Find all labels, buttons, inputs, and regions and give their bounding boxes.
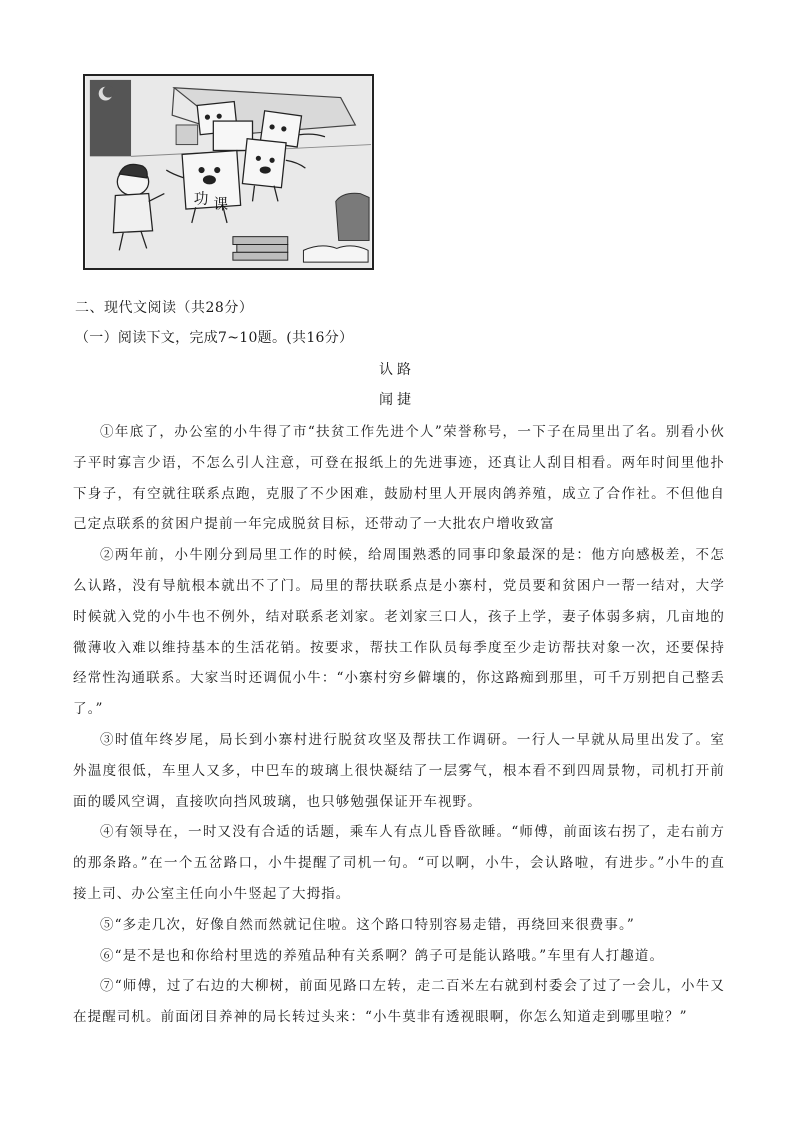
book-label-2: 课 <box>213 196 229 214</box>
paragraph: ⑥“是不是也和你给村里选的养殖品种有关系啊？鸽子可是能认路哦。”车里有人打趣道。 <box>100 947 665 964</box>
article-author: 闻捷 <box>379 392 415 408</box>
paragraph: ①年底了，办公室的小牛得了市“扶贫工作先进个人”荣誉称号，一下子在局里出了名。别看小伙子平时寡言少语，不怎么引人注意，可登在报纸上的先进事迹，还真让人刮目相看。两年时间里他扑下身子，有空就往联系点跑，克服了不少困难，鼓励村里人开展肉鸽养殖，成立了合作社。不但他自己定点联系的贫困户提前一年完成脱贫目标，还带动了一大批农户增收致富 <box>73 424 725 533</box>
paragraph: ④有领导在，一时又没有合适的话题，乘车人有点儿昏昏欲睡。“师傅，前面该右拐了，走右前方的那条路。”在一个五岔路口，小牛提醒了司机一句。“可以啊，小牛，会认路啦，有进步。”小牛的直接上司、办公室主任向小牛竖起了大拇指。 <box>73 824 725 902</box>
article-title: 认路 <box>379 362 415 378</box>
paragraph: ③时值年终岁尾，局长到小寨村进行脱贫攻坚及帮扶工作调研。一行人一早就从局里出发了。室外温度很低，车里人又多，中巴车的玻璃上很快凝结了一层雾气，根本看不到四周景物，司机打开前面的暖风空调，直接吹向挡风玻璃，也只够勉强保证开车视野。 <box>73 731 725 810</box>
nightstand <box>176 125 198 145</box>
section-title: 二、现代文阅读（共28分） <box>75 300 254 316</box>
book-stack <box>233 237 288 261</box>
cartoon-illustration <box>83 74 374 270</box>
paragraph: ⑤“多走几次，好像自然而然就记住啦。这个路口特别容易走错，再绕回来很费事。” <box>100 916 635 933</box>
open-book <box>303 246 368 262</box>
paragraph: ⑦“师傅，过了右边的大柳树，前面见路口左转，走二百米左右就到村委会了过了一会儿，小牛又在提醒司机。前面闭目养神的局长转过头来：“小牛莫非有透视眼啊，你怎么知道走到哪里啦？” <box>73 978 725 1026</box>
section-subtitle: （一）阅读下文，完成7~10题。(共16分） <box>75 330 354 346</box>
paragraph: ②两年前，小牛刚分到局里工作的时候，给周围熟悉的同事印象最深的是：他方向感极差，不怎么认路，没有导航根本就出不了门。局里的帮扶联系点是小寨村，党员要和贫困户一帮一结对，大学时候就入党的小牛也不例外，结对联系老刘家。老刘家三口人，孩子上学，妻子体弱多病，几亩地的微薄收入难以维持基本的生活花销。按要求，帮扶工作队员每季度至少走访帮扶对象一次，还要保持经常性沟通联系。大家当时还调侃小牛：“小寨村穷乡僻壤的，你这路痴到那里，可千万别把自己整丢了。” <box>73 547 725 718</box>
armchair <box>336 193 369 240</box>
book-label-1: 功 <box>193 190 209 208</box>
article-body <box>73 417 725 1033</box>
